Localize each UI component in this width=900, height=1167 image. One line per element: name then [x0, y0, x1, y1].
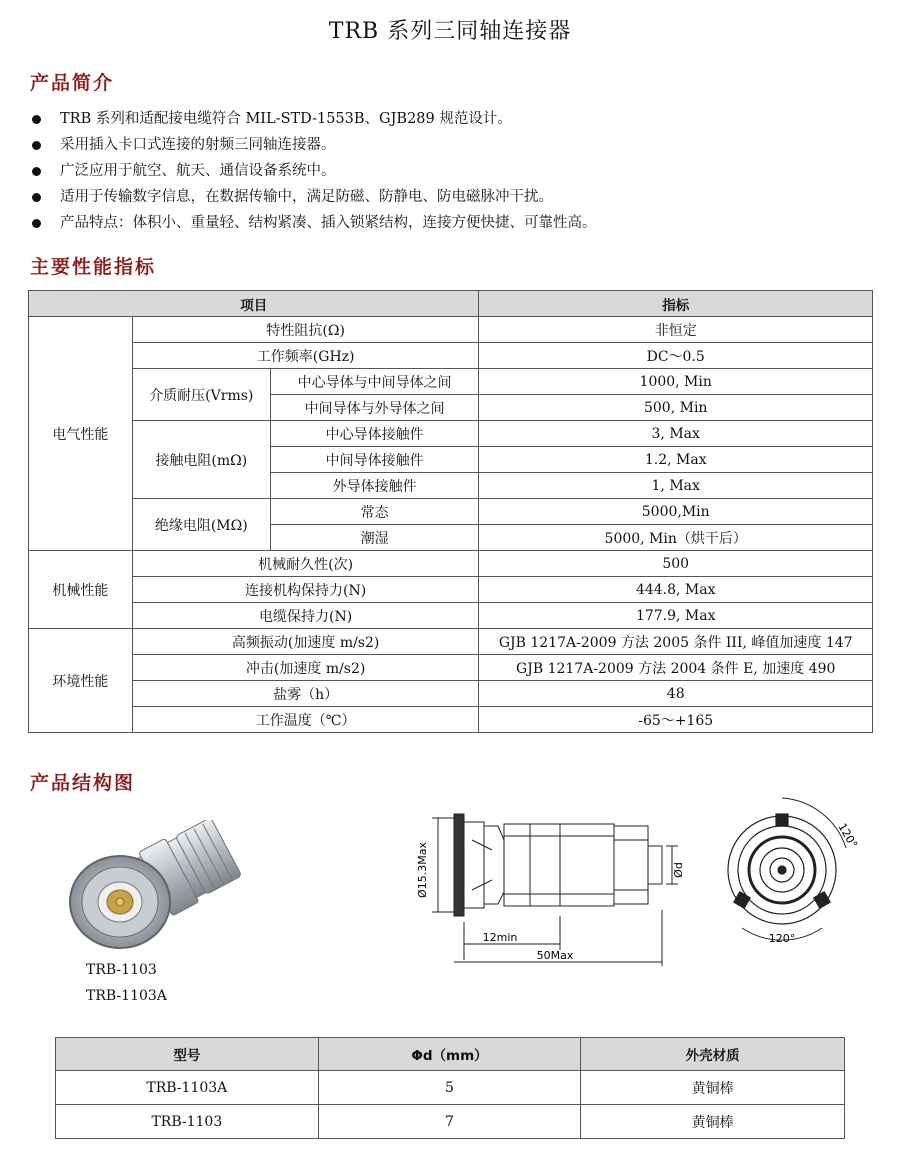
table-row [29, 551, 873, 577]
row-value: 1, Max [479, 473, 873, 499]
list-item: 产品特点：体积小、重量轻、结构紧凑、插入锁紧结构，连接方便快捷、可靠性高。 [30, 210, 597, 236]
model-cell: TRB-1103A [56, 1071, 319, 1105]
row-value: 500 [479, 551, 873, 577]
sub-label: 常态 [270, 499, 479, 525]
row-value: 5000, Min（烘干后） [479, 525, 873, 551]
header-diameter: Φd（mm） [318, 1038, 581, 1071]
row-value: GJB 1217A-2009 方法 2005 条件 III, 峰值加速度 147 [479, 629, 873, 655]
material-cell: 黄铜棒 [581, 1071, 845, 1105]
row-value: GJB 1217A-2009 方法 2004 条件 E, 加速度 490 [479, 655, 873, 681]
table-header-row [29, 291, 873, 317]
header-value: 指标 [479, 291, 873, 317]
group-electrical: 电气性能 [29, 317, 133, 551]
list-item: 广泛应用于航空、航天、通信设备系统中。 [30, 158, 597, 184]
row-value: 177.9, Max [479, 603, 873, 629]
group-mechanical: 机械性能 [29, 551, 133, 629]
table-row [29, 421, 873, 447]
row-label: 盐雾（h） [132, 681, 479, 707]
row-label: 接触电阻(mΩ) [132, 421, 270, 499]
row-value: 1.2, Max [479, 447, 873, 473]
table-row [56, 1071, 845, 1105]
row-label: 高频振动(加速度 m/s2) [132, 629, 479, 655]
row-value: 500, Min [479, 395, 873, 421]
table-row [29, 629, 873, 655]
row-label: 机械耐久性(次) [132, 551, 479, 577]
side-view-drawing [410, 800, 700, 970]
intro-bullet-list [30, 106, 597, 236]
row-label: 工作温度（℃） [132, 707, 479, 733]
list-item: 适用于传输数字信息，在数据传输中，满足防磁、防静电、防电磁脉冲干扰。 [30, 184, 597, 210]
section-heading-structure: 产品结构图 [30, 772, 136, 794]
table-row [29, 681, 873, 707]
diameter-label: Ø15.3Max [416, 842, 429, 898]
list-item: 采用插入卡口式连接的射频三同轴连接器。 [30, 132, 597, 158]
angle-label: 120° [768, 932, 796, 945]
row-value: 1000, Min [479, 369, 873, 395]
max-length-label: 50Max [536, 949, 574, 962]
sub-label: 中间导体接触件 [270, 447, 479, 473]
row-value: -65～+165 [479, 707, 873, 733]
group-environmental: 环境性能 [29, 629, 133, 733]
row-value: 444.8, Max [479, 577, 873, 603]
sub-label: 潮湿 [270, 525, 479, 551]
row-label: 工作频率(GHz) [132, 343, 479, 369]
table-row [29, 317, 873, 343]
end-view-drawing [720, 790, 860, 945]
min-length-label: 12min [482, 931, 518, 944]
table-row [29, 707, 873, 733]
photo-caption: TRB-1103A [86, 988, 167, 1004]
row-value: 非恒定 [479, 317, 873, 343]
material-cell: 黄铜棒 [581, 1105, 845, 1139]
row-label: 冲击(加速度 m/s2) [132, 655, 479, 681]
table-row [56, 1105, 845, 1139]
section-heading-intro: 产品简介 [30, 72, 115, 94]
angle-label: 120° [835, 821, 860, 851]
table-row [29, 369, 873, 395]
row-label: 特性阻抗(Ω) [132, 317, 479, 343]
table-row [29, 343, 873, 369]
table-row [29, 577, 873, 603]
header-material: 外壳材质 [581, 1038, 845, 1071]
header-item: 项目 [29, 291, 479, 317]
row-value: 3, Max [479, 421, 873, 447]
row-label: 连接机构保持力(N) [132, 577, 479, 603]
row-value: 48 [479, 681, 873, 707]
row-value: 5000,Min [479, 499, 873, 525]
phi-d-label: Ød [672, 862, 685, 878]
sub-label: 外导体接触件 [270, 473, 479, 499]
table-row [29, 603, 873, 629]
model-cell: TRB-1103 [56, 1105, 319, 1139]
header-model: 型号 [56, 1038, 319, 1071]
page-title: TRB 系列三同轴连接器 [328, 19, 572, 44]
sub-label: 中心导体接触件 [270, 421, 479, 447]
spec-table [28, 290, 873, 733]
row-value: DC～0.5 [479, 343, 873, 369]
table-row [29, 655, 873, 681]
sub-label: 中心导体与中间导体之间 [270, 369, 479, 395]
row-label: 绝缘电阻(MΩ) [132, 499, 270, 551]
diameter-cell: 7 [318, 1105, 581, 1139]
connector-photo [58, 820, 248, 955]
diameter-cell: 5 [318, 1071, 581, 1105]
list-item: TRB 系列和适配接电缆符合 MIL-STD-1553B、GJB289 规范设计。 [30, 106, 597, 132]
table-row [29, 499, 873, 525]
sub-label: 中间导体与外导体之间 [270, 395, 479, 421]
model-table [55, 1037, 845, 1139]
row-label: 介质耐压(Vrms) [132, 369, 270, 421]
row-label: 电缆保持力(N) [132, 603, 479, 629]
table-header-row [56, 1038, 845, 1071]
section-heading-specs: 主要性能指标 [30, 256, 157, 278]
photo-caption: TRB-1103 [86, 962, 157, 978]
